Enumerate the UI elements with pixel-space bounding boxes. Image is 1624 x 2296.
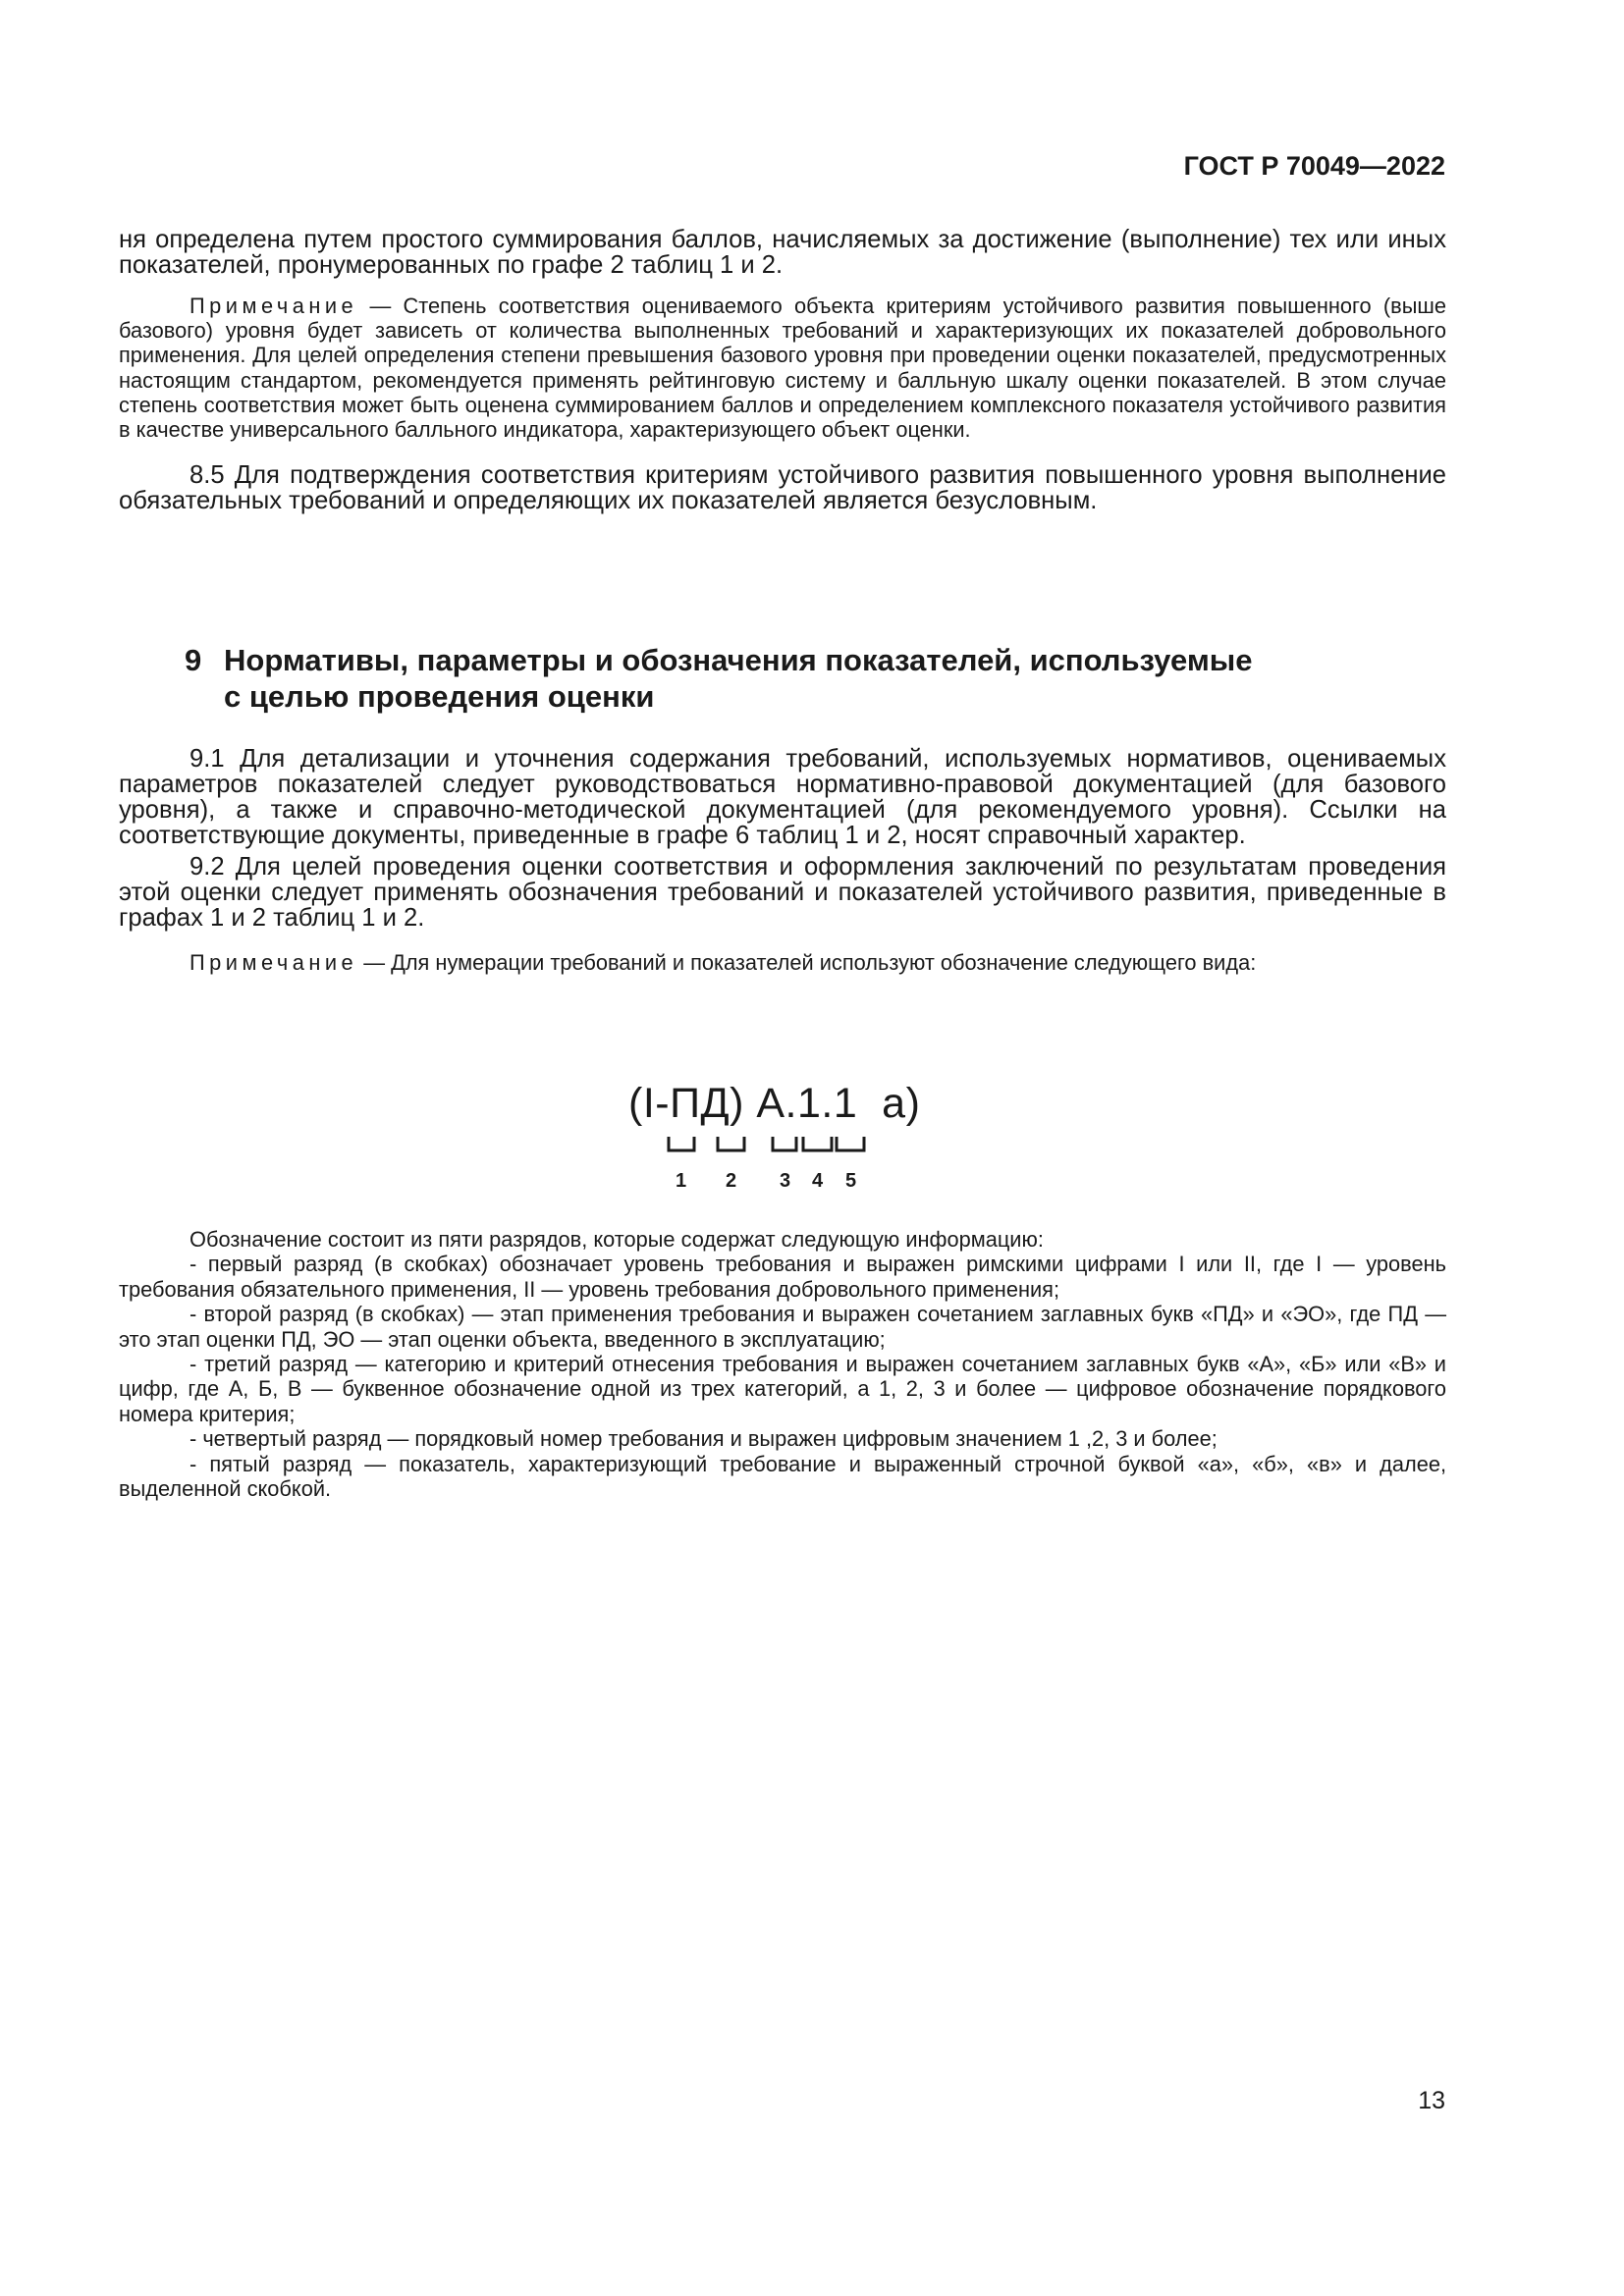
section-number: 9 [185,643,202,677]
designation-diagram [628,1080,923,1198]
description-intro: Обозначение состоит из пяти разрядов, которые содержат следующую информацию: [189,1227,1044,1252]
description-item: - четвертый разряд — порядковый номер требования и выражен цифровым значением 1 ,2, 3 и более; [189,1426,1218,1452]
paragraph-9-1: 9.1 Для детализации и уточнения содержания требований, используемых нормативов, оцениваемых параметров показателей следует руководствоваться нормативно-правовой документацией (для базового уровня), а также и справочно-методической документацией (для рекомендуемого уровня). Ссылки на соответствующие документы, приведенные в графе 6 таблиц 1 и 2, носят справочный характер. [119,745,1446,849]
note-1 [119,294,1446,442]
note-text: — Для нумерации требований и показателей используют обозначение следующего вида: [357,950,1257,975]
digit-3: 3 [780,1170,791,1192]
page-number: 13 [1418,2087,1445,2114]
bracket-3 [773,1137,796,1150]
designation-description [119,1227,1446,1501]
digit-4: 4 [812,1170,824,1192]
section-title-line-1: Нормативы, параметры и обозначения показателей, используемые [224,643,1253,677]
note-label: Примечание [189,294,358,318]
paragraph-9-2: 9.2 Для целей проведения оценки соответствия и оформления заключений по результатам проведения этой оценки следует применять обозначения требований и показателей устойчивого развития, приведенные в графах 1 и 2 таблиц 1 и 2. [119,853,1446,932]
note-text: — Степень соответствия оцениваемого объекта критериям устойчивого развития повышенного (выше базового) уровня будет зависеть от количества выполненных требований и характеризующих их показателей добровольного применения. Для целей определения степени превышения базового уровня при проведении оценки показателей, предусмотренных настоящим стандартом, рекомендуется применять рейтинговую систему и балльную шкалу оценки показателей. В этом случае степень соответствия может быть оценена суммированием баллов и определением комплексного показателя устойчивого развития в качестве универсального балльного индикатора, характеризующего объект оценки. [119,294,1446,443]
bracket-2 [718,1137,744,1150]
paragraph-8-5: 8.5 Для подтверждения соответствия критериям устойчивого развития повышенного уровня выполнение обязательных требований и определяющих их показателей является безусловным. [119,461,1446,515]
description-item: - первый разряд (в скобках) обозначает уровень требования и выражен римскими цифрами I или II, где I — уровень требования обязательного применения, II — уровень требования добровольного применения; [119,1252,1446,1302]
section-title-line-2: с целью проведения оценки [224,679,655,714]
designation-brackets [628,1080,923,1198]
section-9-heading [119,642,1446,715]
document-code-header: ГОСТ Р 70049—2022 [1183,151,1445,181]
description-item: - второй разряд (в скобках) — этап применения требования и выражен сочетанием заглавных букв «ПД» и «ЭО», где ПД — это этап оценки ПД, ЭО — этап оценки объекта, введенного в эксплуатацию; [119,1302,1446,1352]
text-block-top [119,227,1446,513]
description-item: - пятый разряд — показатель, характеризующий требование и выраженный строчной буквой «а», «б», «в» и далее, выделенной скобкой. [119,1451,1446,1502]
digit-5: 5 [845,1170,857,1192]
digit-1: 1 [676,1170,687,1192]
paragraph-continuation: ня определена путем простого суммирования баллов, начисляемых за достижение (выполнение) тех или иных показателей, пронумерованных по графе 2 таблиц 1 и 2. [119,226,1446,279]
designation-code: (I-ПД) А.1.1 а) [628,1080,921,1127]
bracket-5 [837,1137,864,1150]
note-label: Примечание [189,950,358,975]
description-item: - третий разряд — категорию и критерий отнесения требования и выражен сочетанием заглавных букв «А», «Б» или «В» и цифр, где А, Б, В — буквенное обозначение одной из трех категорий, а 1, 2, 3 и более — цифровое обозначение порядкового номера критерия; [119,1352,1446,1426]
bracket-1 [669,1137,694,1150]
note-2 [119,950,1446,975]
bracket-4 [803,1137,832,1150]
digit-2: 2 [726,1170,737,1192]
text-block-section-9 [119,746,1446,975]
